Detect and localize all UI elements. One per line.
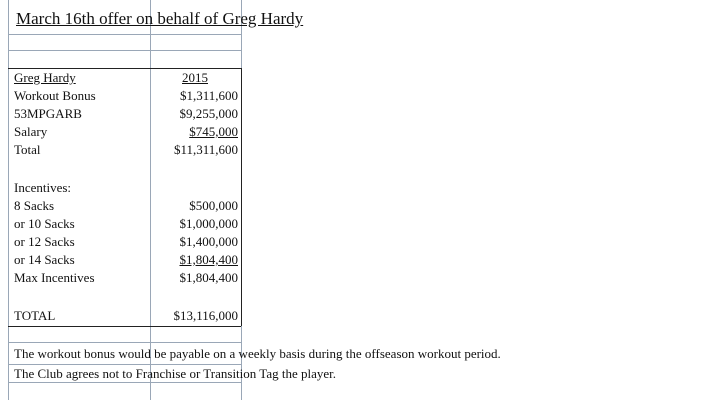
- incentive-value: $1,400,000: [179, 234, 238, 249]
- grid-line: [8, 34, 241, 35]
- row-value: $1,311,600: [179, 88, 238, 103]
- page-title: March 16th offer on behalf of Greg Hardy: [16, 9, 304, 28]
- grand-total-value: $13,116,000: [173, 308, 238, 323]
- incentive-value: $500,000: [189, 198, 238, 213]
- grid-line: [8, 382, 241, 383]
- row-value: $745,000: [189, 124, 238, 139]
- note-franchise-tag: The Club agrees not to Franchise or Transition Tag the player.: [14, 366, 336, 381]
- incentive-value: $1,804,400: [179, 252, 238, 267]
- row-label: Total: [14, 142, 41, 157]
- row-value: $9,255,000: [179, 106, 238, 121]
- grid-line: [8, 0, 9, 400]
- incentive-label: or 10 Sacks: [14, 216, 75, 231]
- row-value: $11,311,600: [173, 142, 238, 157]
- year-header: 2015: [182, 70, 208, 85]
- row-label: 53MPGARB: [14, 106, 82, 121]
- grid-line: [8, 50, 241, 51]
- incentive-label: or 12 Sacks: [14, 234, 75, 249]
- grid-line: [8, 342, 241, 343]
- incentive-value: $1,000,000: [179, 216, 238, 231]
- table-right-border: [241, 68, 242, 326]
- incentive-label: Max Incentives: [14, 270, 95, 285]
- row-label: Salary: [14, 124, 48, 139]
- table-top-border: [8, 68, 241, 69]
- player-name-header: Greg Hardy: [14, 70, 76, 85]
- incentive-value: $1,804,400: [179, 270, 238, 285]
- incentive-label: 8 Sacks: [14, 198, 55, 213]
- incentives-header: Incentives:: [14, 180, 72, 195]
- table-bottom-border: [8, 326, 241, 327]
- incentive-label: or 14 Sacks: [14, 252, 75, 267]
- note-workout-bonus: The workout bonus would be payable on a weekly basis during the offseason workout period.: [14, 346, 501, 361]
- grand-total-label: TOTAL: [14, 308, 56, 323]
- row-label: Workout Bonus: [14, 88, 96, 103]
- grid-line: [8, 364, 241, 365]
